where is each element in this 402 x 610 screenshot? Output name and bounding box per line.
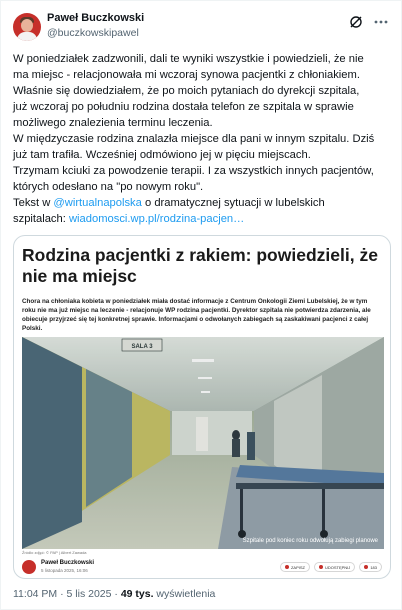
article-author-avatar <box>22 560 36 574</box>
source-mid: o dramatycznej sytuacji w lubelskich <box>141 197 325 209</box>
tweet-line: już wczoraj po południu rodzina dostała telefon ze szpitala w sprawie <box>13 101 354 113</box>
tweet-line: już tam trafiła. Wcześniej odmówiono jej w pięciu miejscach. <box>13 149 311 161</box>
save-pill <box>280 562 310 572</box>
tweet-line: Trzymam kciuki za powodzenie terapii. I za wszystkich innych pacjentów, <box>13 165 374 177</box>
article-lead: Chora na chłoniaka kobieta w poniedziałek miała dostać informacje z Centrum Onkologii Ziemi Lubelskiej, że w tym roku nie ma już miejsc na leczenie - relacjonuje WP rodzina pacjentki. Dyrektor szpitala nie potwierdza zdarzenia, ale obiecuje przyjrzeć się tej konkretnej sprawie. Informacjami o odwołanych zabiegach są zaskakiwani pacjenci z całej Polski. <box>22 298 371 332</box>
views-count[interactable]: 49 tys. <box>120 588 154 600</box>
tweet-line: możliwego znalezienia terminu leczenia. <box>13 117 213 129</box>
tweet-meta <box>13 588 215 600</box>
meta-separator: · <box>57 588 67 600</box>
tweet-header <box>13 11 389 45</box>
comment-icon <box>364 565 368 569</box>
author-names <box>47 11 144 41</box>
meta-separator: · <box>111 588 121 600</box>
link-preview-card[interactable] <box>13 235 391 579</box>
article-title: Rodzina pacjentki z rakiem: powiedzieli, że nie ma miejsc <box>22 245 378 286</box>
tweet-date[interactable]: 5 lis 2025 <box>66 588 112 600</box>
avatar[interactable] <box>13 13 41 41</box>
bookmark-icon <box>285 565 289 569</box>
views-label: wyświetlenia <box>153 588 216 600</box>
photo-credit: Źródło zdjęć: © PAP | Albert Zawada <box>22 550 87 555</box>
article-url-link[interactable]: wiadomosci.wp.pl/rodzina-pacjen… <box>68 213 245 225</box>
tweet-line: Właśnie się dowiedziałem, że po moich pytaniach do dyrekcji szpitala, <box>13 85 360 97</box>
comments-pill <box>359 562 382 572</box>
tweet-text <box>13 51 391 227</box>
photo-sign: SALA 3 <box>131 344 153 350</box>
article-author-row <box>22 556 382 578</box>
tweet-line: W poniedziałek zadzwonili, dali te wyniki wszystkie i powiedzieli, że nie <box>13 53 364 65</box>
author-handle[interactable]: @buczkowskipawel <box>47 27 139 39</box>
tweet-source-line <box>13 195 391 211</box>
tweet-line: W międzyczasie rodzina znalazła miejsce dla pani w innym szpitalu. Dziś <box>13 133 375 145</box>
article-author-meta <box>41 560 94 574</box>
share-icon <box>319 565 323 569</box>
article-actions <box>280 562 382 572</box>
tweet-line: ma miejsc - relacjonowała mi wczoraj synowa pacjentki z chłoniakiem. <box>13 69 360 81</box>
share-pill-label: UDOSTĘPNIJ <box>324 564 351 570</box>
author-display-name[interactable]: Paweł Buczkowski <box>47 12 145 24</box>
comments-pill-label: 183 <box>370 564 377 570</box>
more-icon[interactable] <box>373 15 389 29</box>
share-pill <box>314 562 355 572</box>
tweet-line: których odesłano na "po nowym roku". <box>13 181 204 193</box>
source-prefix: Tekst w <box>13 197 54 209</box>
article-author-name: Paweł Buczkowski <box>41 560 95 566</box>
article-screenshot <box>22 242 382 574</box>
article-date: 5 listopada 2025, 16:06 <box>41 568 88 573</box>
grok-icon[interactable] <box>349 15 363 29</box>
article-photo <box>22 337 384 549</box>
header-actions <box>349 15 389 29</box>
save-pill-label: ZAPISZ <box>290 564 305 570</box>
tweet-source-line-2 <box>13 211 391 227</box>
source-line2-prefix: szpitalach: <box>13 213 69 225</box>
mention-link[interactable]: @wirtualnapolska <box>53 197 142 209</box>
photo-caption: Szpitale pod koniec roku odwołują zabiegi planowe <box>242 538 378 544</box>
tweet-time[interactable]: 11:04 PM <box>13 588 58 600</box>
